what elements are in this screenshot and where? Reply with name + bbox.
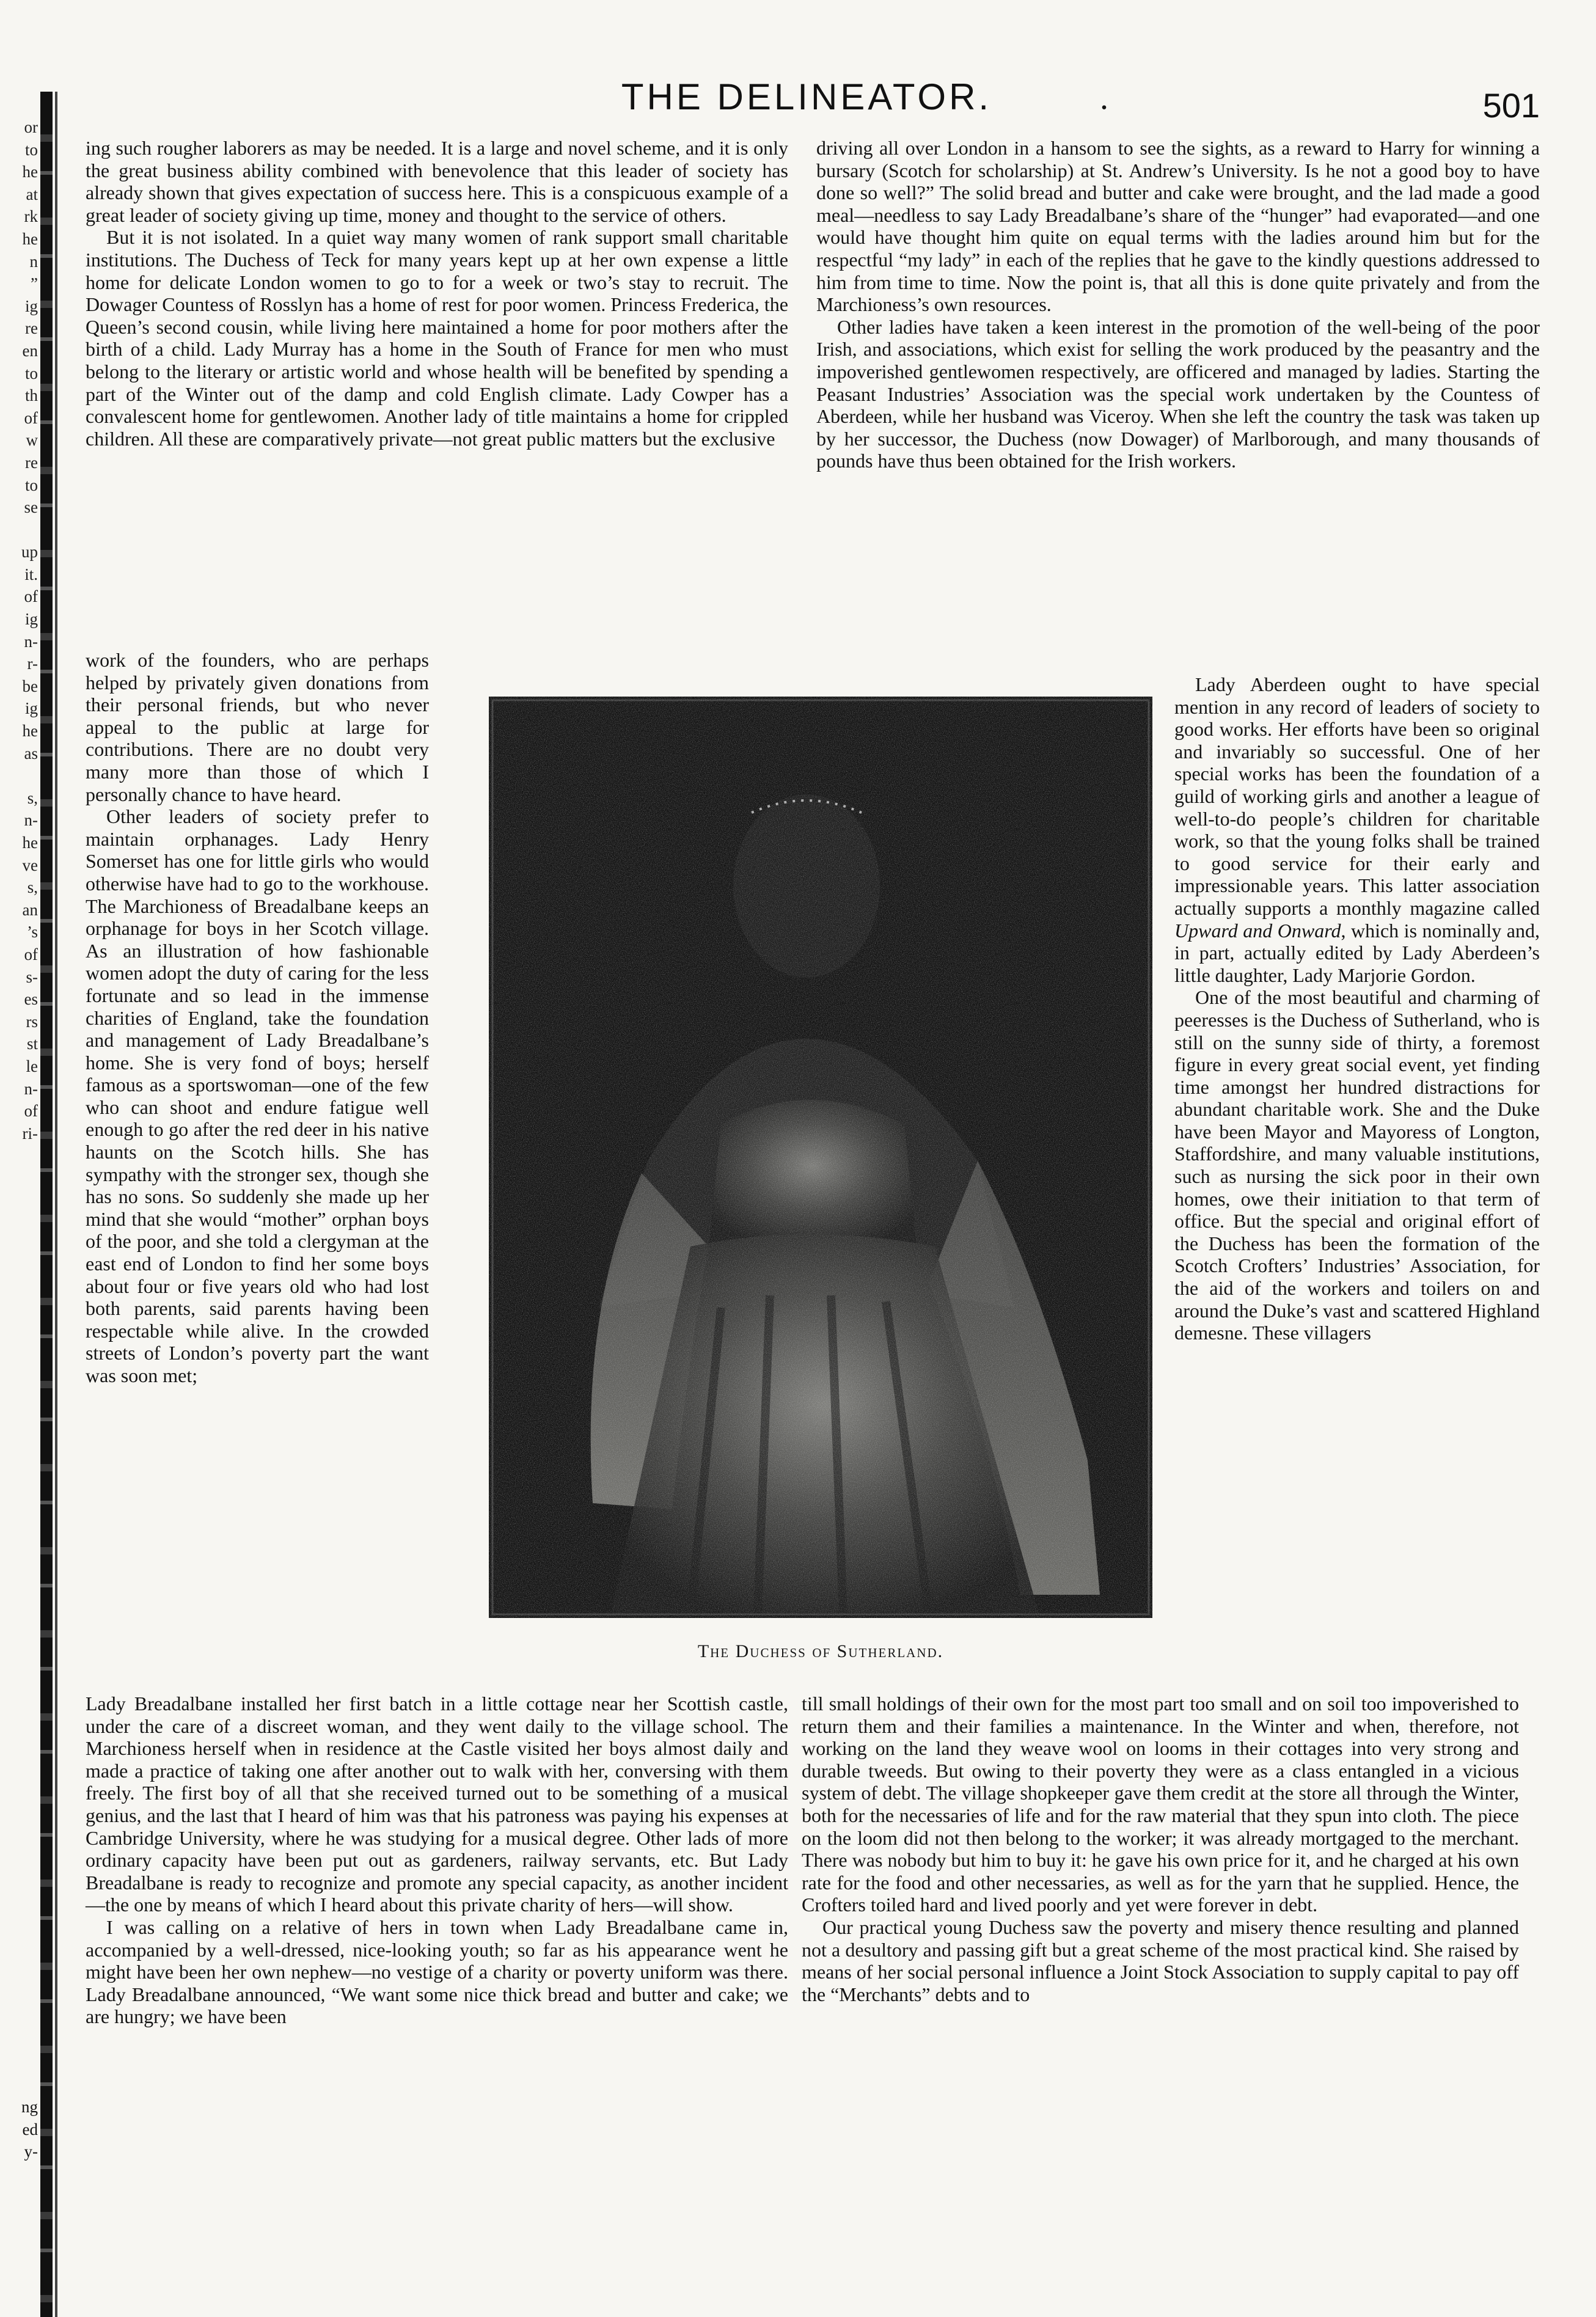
binding-rule — [55, 92, 57, 2317]
page-number: 501 — [1482, 86, 1540, 125]
bleed-fragment — [0, 764, 38, 787]
bleed-fragment: ve — [22, 855, 38, 874]
bleed-fragment: an — [22, 900, 38, 919]
column-2-bottom — [802, 1693, 1519, 2005]
bleed-fragment: up — [21, 543, 38, 562]
portrait-illustration — [489, 697, 1152, 1618]
paragraph-text: , which is nominally and, in part, actually edited by Lady Aberdeen’s little daughter, Lady Marjorie Gordon. — [1174, 919, 1540, 986]
bleed-fragment: ’s — [26, 923, 38, 942]
bleed-fragment: st — [26, 1034, 38, 1053]
masthead-title: THE DELINEATOR. — [621, 76, 992, 117]
bleed-fragment: ig — [24, 699, 38, 718]
bleed-fragment: he — [22, 833, 38, 852]
bleed-fragment: or — [24, 118, 38, 136]
bleed-fragment: ig — [24, 296, 38, 315]
bleed-fragment: w — [26, 431, 38, 450]
bleed-fragment: of — [24, 945, 38, 964]
column-2-beside-illustration — [1174, 673, 1540, 1344]
bleed-fragment: es — [24, 990, 38, 1009]
bleed-fragment — [0, 519, 38, 541]
bleed-fragment: to — [24, 140, 38, 159]
bleed-fragment: it. — [24, 565, 38, 584]
bleed-fragment: n- — [24, 1079, 38, 1098]
bleed-fragment: le — [26, 1056, 38, 1075]
illustration-caption: The Duchess of Sutherland. — [697, 1641, 944, 1661]
facing-page-bleed-bottom — [0, 2096, 38, 2163]
bleed-fragment: n- — [24, 811, 38, 830]
bleed-fragment: n- — [24, 632, 38, 651]
bleed-fragment: th — [24, 386, 38, 405]
bleed-fragment: n — [29, 252, 38, 271]
bleed-fragment: ng — [21, 2098, 38, 2116]
bleed-fragment: y- — [24, 2142, 38, 2161]
bleed-fragment: of — [24, 1102, 38, 1121]
bleed-fragment: to — [24, 364, 38, 383]
column-1-top — [86, 137, 788, 450]
paragraph: ing such rougher laborers as may be needed. It is a large and novel scheme, and it is only the great business ability combined with benevolence that this leader of society has already shown that gives expectation of success here. This is a conspicuous example of a great leader of society giving up time, money and thought to the service of others. — [86, 137, 788, 226]
column-1-beside-illustration — [86, 649, 429, 1387]
bleed-fragment: se — [24, 498, 38, 517]
bleed-fragment: he — [22, 229, 38, 248]
paragraph: I was calling on a relative of hers in town when Lady Breadalbane came in, accompanied by a well-dressed, nice-looking youth; so far as his appearance went he might have been her own nephew—no vestige of a charity or poverty uniform was there. Lady Breadalbane announced, “We want some nice thick bread and butter and cake; we are hungry; we have been — [86, 1916, 788, 2028]
header-dot: . — [1100, 79, 1108, 117]
paragraph: One of the most beautiful and charming of peeresses is the Duchess of Sutherland, who is still on the sunny side of thirty, a foremost figure in every great social event, yet finding time amongst her hundred distractions for abundant charitable work. She and the Duke have been Mayor and Mayoress of Longton, Staffordshire, and many valuable institutions, such as nursing the sick poor in their own homes, owe their initiation to that term of office. But the special and original effort of the Duchess has been the formation of the Scotch Crofters’ Industries’ Association, for the aid of the workers and toilers on and around the Duke’s vast and scattered Highland demesne. These villagers — [1174, 986, 1540, 1344]
paragraph: driving all over London in a hansom to see the sights, as a reward to Harry for winning a bursary (Scotch for scholarship) at St. Andrew’s University. Is he not a good boy to have done so well?” The solid bread and butter and cake were brought, and the lad made a good meal—needless to say Lady Breadalbane’s share of the “hunger” had evaporated—and one would have thought him quite on equal terms with the ladies around him but for the respectful “my lady” in each of the replies that he gave to the kindly questions addressed to him from time to time. Now the point is, that all this is done quite privately and from the Marchioness’s own resources. — [816, 137, 1540, 316]
bleed-fragment: re — [25, 319, 38, 338]
paragraph: till small holdings of their own for the most part too small and on soil too impoverished to return them and their families a maintenance. In the Winter and when, therefore, not working on the land they weave wool on looms in their cottages into very strong and durable tweeds. But owing to their poverty they were as a class entangled in a vicious system of debt. The village shopkeeper gave them credit at the store all through the Winter, both for the necessaries of life and for the raw material that they spun into cloth. The piece on the loom did not then belong to the worker; it was already mortgaged to the merchant. There was nobody but him to buy it: he gave his own price for it, and he charged at his own rate for the food and other necessaries, as well as for the yarn that he supplied. Hence, the Crofters toiled hard and lived poorly and yet were forever in debt. — [802, 1693, 1519, 1916]
bleed-fragment: r- — [27, 654, 38, 673]
bleed-fragment: s, — [27, 878, 38, 897]
paragraph-aberdeen — [1174, 673, 1540, 986]
bleed-fragment: ri- — [22, 1124, 38, 1143]
bleed-fragment: ed — [22, 2120, 38, 2139]
bleed-fragment: ig — [24, 610, 38, 629]
binding-strip — [40, 92, 53, 2317]
bleed-fragment: he — [22, 722, 38, 741]
bleed-fragment: to — [24, 475, 38, 494]
bleed-fragment: of — [24, 587, 38, 606]
paragraph-text: Lady Aberdeen ought to have special mention in any record of leaders of society to good works. Her efforts have been so original and invariably so successful. One of her special works has been the foundation of a guild of working girls and another a league of well-to-do people’s children for charitable work, so that the young folks shall be trained to good service for their early and impressionable years. This latter association actually supports a monthly magazine called — [1174, 673, 1540, 919]
bleed-fragment: re — [25, 453, 38, 472]
paragraph: Other ladies have taken a keen interest in the promotion of the well-being of the poor Irish, and associations, which exist for selling the work produced by the peasantry and the impoverished gentlewomen respectively, are officered and managed by ladies. Starting the Peasant Industries’ Association was the special work undertaken by the Countess of Aberdeen, while her husband was Viceroy. When she left the country the task was taken up by her successor, the Duchess (now Dowager) of Marlborough, and many thousands of pounds have thus been obtained for the Irish workers. — [816, 315, 1540, 472]
bleed-fragment: en — [22, 341, 38, 360]
bleed-fragment: be — [22, 676, 38, 695]
bleed-fragment: he — [22, 163, 38, 181]
bleed-fragment: s- — [26, 967, 38, 986]
bleed-fragment: as — [24, 744, 38, 763]
paragraph: Lady Breadalbane installed her first batch in a little cottage near her Scottish castle, under the care of a discreet woman, and they went daily to the village school. The Marchioness herself when in residence at the Castle visited her boys almost daily and made a practice of taking one after another out to walk with her, conversing with them freely. The first boy of all that she received turned out to be something of a musical genius, and the last that I heard of him was that his patroness was paying his expenses at Cambridge University, where he was studying for a musical degree. Other lads of more ordinary capacity have been put out as gardeners, railway servants, etc. But Lady Breadalbane is ready to recognize and promote any special capacity, as another incident—the one by means of which I heard about this private charity of hers—will show. — [86, 1693, 788, 1916]
bleed-fragment: s, — [27, 788, 38, 807]
bleed-fragment: at — [26, 185, 38, 203]
bleed-fragment: rs — [26, 1012, 38, 1031]
column-1-bottom — [86, 1693, 788, 2028]
bleed-fragment: ” — [31, 274, 38, 293]
bleed-fragment: rk — [24, 207, 38, 226]
bleed-fragment: of — [24, 408, 38, 427]
paragraph: Our practical young Duchess saw the poverty and misery thence resulting and planned not a desultory and passing gift but a great scheme of the most practical kind. She raised by means of her social personal influence a Joint Stock Association to supply capital to pay off the “Merchants” debts and to — [802, 1916, 1519, 2005]
paragraph: Other leaders of society prefer to maintain orphanages. Lady Henry Somerset has one for little girls who would otherwise have had to go to the workhouse. The Marchioness of Breadalbane keeps an orphanage for boys in her Scotch village. As an illustration of how fashionable women adopt the duty of caring for the less fortunate and so lead in the immense charities of England, take the foundation and management of Lady Breadalbane’s home. She is very fond of boys; herself famous as a sportswoman—one of the few who can shoot and endure fatigue well enough to go after the red deer in his native haunts on the Scotch hills. She has sympathy with the stronger sex, though she has no sons. So suddenly she made up her mind that she would “mother” orphan boys of the poor, and she told a clergyman at the east end of London to find her some boys about four or five years old who had lost both parents, said parents having been respectable while alive. In the crowded streets of London’s poverty part the want was soon met; — [86, 805, 429, 1386]
paragraph: work of the founders, who are perhaps helped by privately given donations from their personal friends, but who never appeal to the public at large for contributions. There are no doubt very many more than those of which I personally chance to have heard. — [86, 649, 429, 805]
magazine-title: Upward and Onward — [1174, 919, 1341, 942]
duchess-portrait-image — [489, 697, 1152, 1618]
facing-page-bleed — [0, 116, 38, 1144]
column-2-top — [816, 137, 1540, 472]
paragraph: But it is not isolated. In a quiet way many women of rank support small charitable institutions. The Duchess of Teck for many years kept up at her own expense a little home for delicate London women to go to for a week or two’s stay to recruit. The Dowager Countess of Rosslyn has a home of rest for poor women. Princess Frederica, the Queen’s second cousin, while living here maintained a home for poor mothers after the birth of a child. Lady Murray has a home in the South of France for men who must belong to the literary or artistic world and whose health will be benefited by spending a part of the Winter out of the damp and cold English climate. Lady Cowper has a convalescent home for gentlewomen. Another lady of title maintains a home for crippled children. All these are comparatively private—not great public matters but the exclusive — [86, 226, 788, 450]
